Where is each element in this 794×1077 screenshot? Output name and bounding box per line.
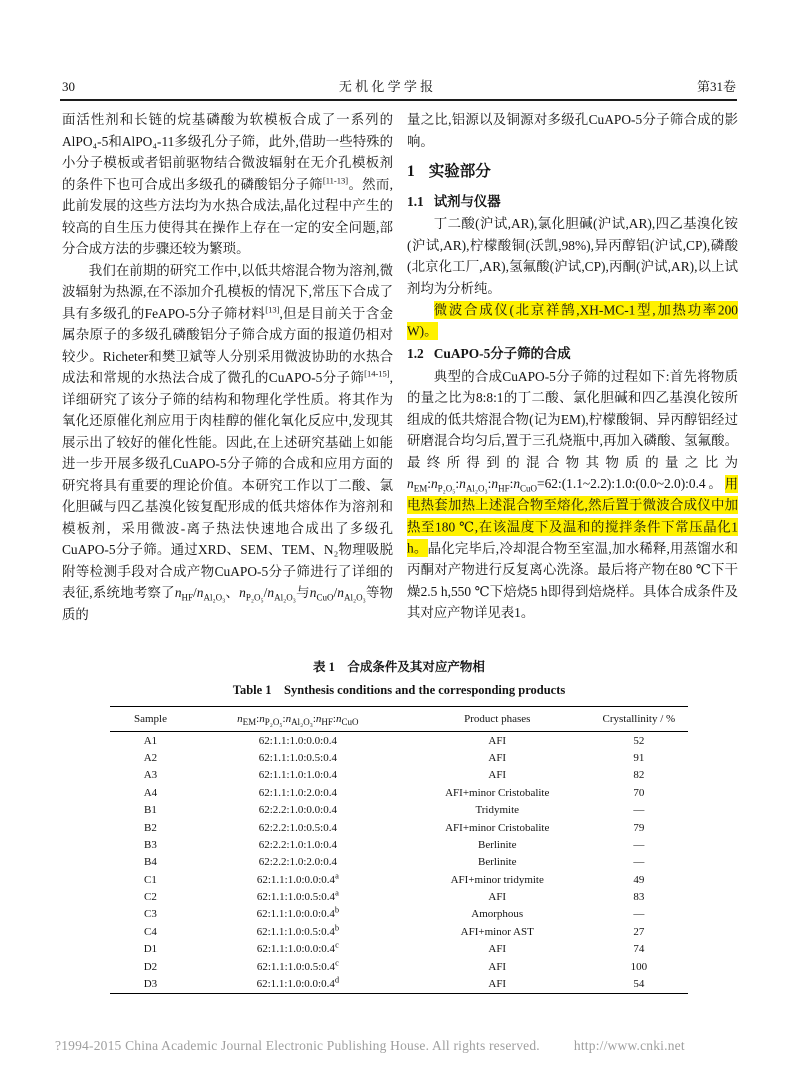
cell-crystallinity: — (633, 838, 645, 851)
table-row (110, 802, 688, 819)
cell-ratio: 62:1.1:1.0:0.5:0.4$^b$ (256, 922, 340, 938)
cell-crystallinity: 79 (633, 821, 645, 834)
table-row (110, 871, 688, 888)
cell-crystallinity: 74 (633, 943, 645, 956)
cell-sample: B1 (144, 804, 157, 817)
cell-ratio: 62:1.1:1.0:0.0:0.4 (258, 734, 337, 747)
table-row (110, 819, 688, 836)
synthesis-text: 晶化完毕后,冷却混合物至室温,加水稀释,用蒸馏水和丙酮对产物进行反复离心洗涤。最后将产物在80 ℃下干燥2.5 h,550 ℃下焙烧5 h即得到焙烧样。具体合成条件及其对应产物详见表1。 (407, 540, 738, 620)
cell-ratio: 62:2.2:1.0:0.5:0.4 (258, 821, 337, 834)
cell-ratio: 62:1.1:1.0:2.0:0.4 (258, 786, 337, 799)
cell-product: AFI (488, 977, 507, 990)
table-row (110, 854, 688, 871)
cell-sample: B2 (144, 821, 157, 834)
table-row (110, 941, 688, 958)
cell-product: AFI (488, 891, 507, 904)
column-header-crystallinity: Crystallinity / % (602, 713, 676, 725)
highlighted-text: 微波合成仪(北京祥鹄,XH-MC-1型,加热功率200 W)。 (407, 302, 738, 339)
paragraph-instrument (407, 299, 738, 342)
table-row (110, 784, 688, 801)
cell-sample: B3 (144, 838, 157, 851)
cell-sample: D3 (143, 977, 158, 990)
cell-product: AFI+minor tridymite (450, 873, 544, 886)
cell-crystallinity: 54 (633, 977, 645, 990)
highlighted-text: 用电热套加热上述混合物至熔化,然后置于微波合成仪中加热至180 ℃,在该温度下及温和的搅拌条件下常压晶化1 h。 (407, 476, 738, 556)
column-header-ratio: $n_{EM}:n_{P_2O_5}:n_{Al_2O_3}:n_{HF}:n_{CuO}$ (237, 713, 359, 728)
cell-product: Berlinite (477, 856, 517, 869)
section-number: 1 (407, 163, 415, 180)
cell-product: AFI+minor Cristobalite (445, 786, 550, 799)
cell-product: Tridymite (475, 804, 520, 817)
table-1-block (110, 657, 688, 994)
cell-crystallinity: 82 (633, 769, 645, 782)
section-title: 实验部分 (428, 163, 491, 180)
section-title: 试剂与仪器 (433, 193, 501, 209)
cell-ratio: 62:1.1:1.0:0.5:0.4$^a$ (256, 887, 339, 904)
cell-sample: A3 (143, 769, 158, 782)
section-number: 1.2 (407, 346, 424, 361)
volume-label: 第31卷 (696, 79, 736, 94)
section-heading-1-1 (407, 191, 738, 213)
table-row (110, 836, 688, 853)
cell-sample: C1 (144, 873, 157, 886)
cell-product: Berlinite (477, 838, 517, 851)
cell-crystallinity: 83 (633, 891, 645, 904)
column-header-product: Product phases (464, 713, 531, 725)
cell-ratio: 62:1.1:1.0:0.0:0.4$^b$ (256, 904, 340, 921)
cell-crystallinity: 52 (633, 734, 645, 747)
cell-crystallinity: 27 (633, 925, 645, 938)
cell-product: AFI (488, 769, 507, 782)
cell-crystallinity: 91 (633, 752, 645, 765)
table-row (110, 732, 688, 750)
section-heading-1 (407, 161, 738, 183)
cell-sample: C4 (144, 925, 157, 938)
cnki-footer (55, 1038, 764, 1054)
cell-crystallinity: — (633, 856, 645, 869)
table-title-cn: 表 1 合成条件及其对应产物相 (313, 660, 485, 674)
table-row (110, 923, 688, 940)
cell-product: AFI (488, 752, 507, 765)
cell-ratio: 62:1.1:1.0:0.0:0.4$^a$ (256, 870, 339, 886)
paragraph-previous-work: 我们在前期的研究工作中,以低共熔混合物为溶剂,微波辐射为热源,在不添加介孔模板的情况下,常压下合成了具有多级孔的FeAPO-5分子筛材料[13],但是目前关于含金属杂原子的多级孔磷酸铝分子筛合成方面的报道仍相对较少。Richeter和樊卫斌等人分别采用微波协助的水热合成法和常规的水热法合成了微孔的CuAPO-5分子筛[14-15],详细研究了该分子筛的结构和物理化学性质。将其作为氧化还原催化剂应用于肉桂醇的催化氧化反应中,发现其展示出了较好的催化性能。因此,在上述研究基础上如能进一步开展多级孔CuAPO-5分子筛的合成和应用方面的研究将具有重要的理论价值。本研究工作以丁二酸、氯化胆碱与四乙基溴化铵复配形成的低共熔体作为溶剂和模板剂，采用微波-离子热法快速地合成出了多级孔CuAPO-5分子筛。通过XRD、SEM、TEM、N₂物理吸脱附等检测手段对合成产物CuAPO-5分子筛进行了详细的表征,系统地考察了$n_{HF}/n_{Al_2O_3}$、$n_{P_2O_5}/n_{Al_2O_3}$与$n_{CuO}/n_{Al_2O_3}$等物质的 (62, 262, 394, 622)
paragraph-continuation: 量之比,铝源以及铜源对多级孔CuAPO-5分子筛合成的影响。 (407, 112, 738, 149)
table-header (110, 707, 688, 732)
cell-product: AFI+minor AST (460, 925, 534, 938)
table-header-row (110, 707, 688, 732)
table-row (110, 975, 688, 993)
cell-sample: A4 (143, 786, 158, 799)
journal-title: 无 机 化 学 学 报 (338, 79, 434, 94)
paragraph-reagents: 丁二酸(沪试,AR),氯化胆碱(沪试,AR),四乙基溴化铵(沪试,AR),柠檬酸铜(沃凯,98%),异丙醇铝(沪试,CP),磷酸(北京化工厂,AR),氢氟酸(沪试,CP),丙酮(沪试,AR),以上试剂均为分析纯。 (407, 216, 738, 296)
section-title: CuAPO-5分子筛的合成 (433, 346, 571, 361)
cell-ratio: 62:2.2:1.0:2.0:0.4 (258, 856, 337, 869)
synthesis-conditions-table (110, 706, 688, 994)
table-row (110, 767, 688, 784)
cell-product: AFI+minor Cristobalite (445, 821, 550, 834)
cell-ratio: 62:2.2:1.0:0.0:0.4 (258, 804, 337, 817)
cell-product: AFI (488, 960, 507, 973)
running-head (62, 76, 736, 95)
body-columns (62, 109, 738, 625)
cnki-url: http://www.cnki.net (573, 1038, 685, 1053)
section-number: 1.1 (407, 193, 424, 209)
cell-sample: B4 (144, 856, 157, 869)
cell-product: AFI (488, 734, 507, 747)
paragraph-synthesis (407, 366, 738, 624)
table-row (110, 888, 688, 905)
cell-sample: C3 (144, 908, 157, 921)
cell-crystallinity: 100 (630, 960, 648, 973)
section-heading-1-2 (407, 343, 738, 365)
cell-product: Amorphous (471, 908, 524, 921)
cell-crystallinity: — (633, 804, 645, 817)
table-title-en: Table 1 Synthesis conditions and the corresponding products (232, 683, 566, 697)
cell-sample: D2 (143, 960, 158, 973)
table-body (110, 732, 688, 994)
cell-ratio: 62:1.1:1.0:0.0:0.4$^c$ (256, 939, 339, 956)
table-row (110, 749, 688, 766)
header-rule (60, 99, 737, 101)
paragraph-intro-continuation: 面活性剂和长链的烷基磷酸为软模板合成了一系列的AlPO₄-5和AlPO₄-11多级孔分子筛，此外,借助一些特殊的小分子模板或者铝前驱物结合微波辐射在无介孔模板剂的条件下也可合成出多级孔的磷酸铝分子筛[11-13]。然而,此前发展的这些方法均为水热合成法,晶化过程中产生的较高的自生压力使得其在操作上存在一定的安全问题,部分合成方法的步骤还较为繁琐。 (62, 112, 393, 256)
cell-ratio: 62:1.1:1.0:1.0:0.4 (258, 769, 337, 782)
cell-crystallinity: 49 (633, 873, 645, 886)
synthesis-text: 典型的合成CuAPO-5分子筛的过程如下:首先将物质的量之比为8:8:1的丁二酸、氯化胆碱和四乙基溴化铵所组成的低共熔混合物(记为EM),柠檬酸铜、异丙醇铝经过研磨混合均匀后,置于三孔烧瓶中,再加入磷酸、氢氟酸。最终所得到的混合物其物质的量之比为$n_{EM}:n_{P_2O_5}:n_{Al_2O_3}:n_{HF}:n_{CuO}=62:(1.1\sim 2.2):1.0:(0.0\sim 2.0):0.4$。 (407, 368, 738, 494)
cell-crystallinity: 70 (633, 786, 645, 799)
cell-sample: D1 (143, 943, 158, 956)
cell-sample: C2 (144, 891, 157, 904)
cell-ratio: 62:2.2:1.0:1.0:0.4 (258, 838, 337, 851)
right-column (407, 109, 738, 625)
copyright-text: ?1994-2015 China Academic Journal Electronic Publishing House. All rights reserved. (55, 1038, 540, 1053)
cell-sample: A1 (143, 734, 158, 747)
table-row (110, 958, 688, 975)
cell-product: AFI (488, 943, 507, 956)
page-number: 30 (62, 79, 75, 94)
column-header-sample: Sample (133, 713, 167, 725)
cell-ratio: 62:1.1:1.0:0.5:0.4$^c$ (256, 956, 339, 973)
cell-sample: A2 (143, 752, 158, 765)
table-row (110, 906, 688, 923)
left-column (62, 109, 393, 625)
cell-ratio: 62:1.1:1.0:0.0:0.4$^d$ (256, 974, 340, 990)
cell-ratio: 62:1.1:1.0:0.5:0.4 (258, 752, 337, 765)
cell-crystallinity: — (633, 908, 645, 921)
